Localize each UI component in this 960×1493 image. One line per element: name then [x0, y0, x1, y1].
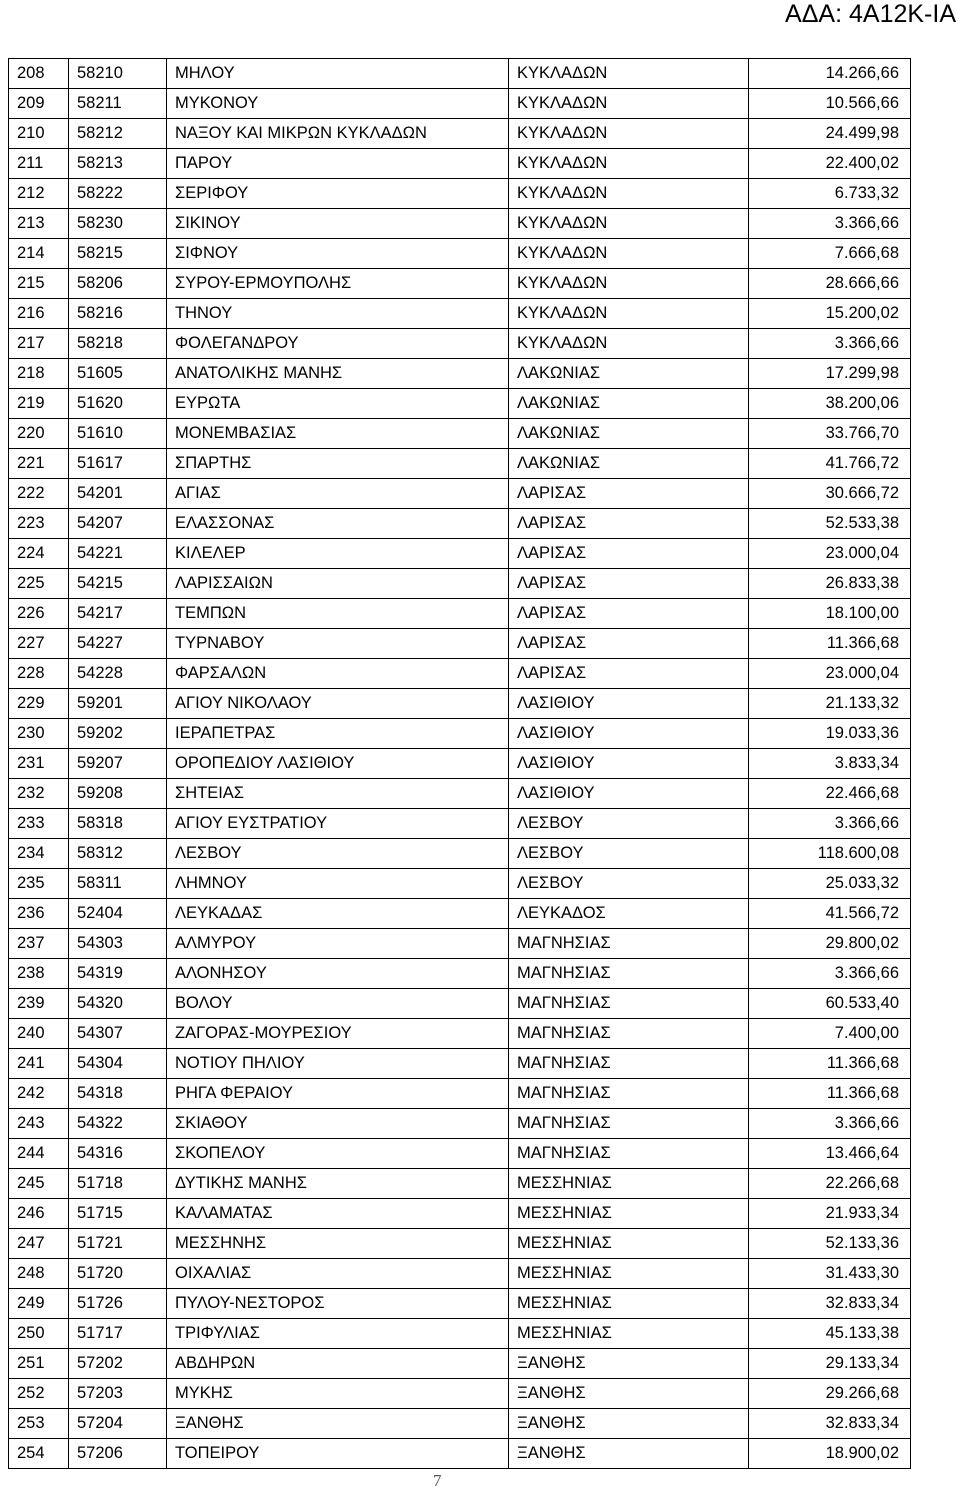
amount-cell: 18.100,00	[749, 599, 911, 629]
prefecture-cell: ΜΑΓΝΗΣΙΑΣ	[509, 929, 749, 959]
amount-cell: 41.566,72	[749, 899, 911, 929]
row-number-cell: 236	[9, 899, 69, 929]
code-cell: 54319	[69, 959, 167, 989]
row-number-cell: 234	[9, 839, 69, 869]
prefecture-cell: ΛΑΚΩΝΙΑΣ	[509, 419, 749, 449]
amount-cell: 24.499,98	[749, 119, 911, 149]
row-number-cell: 242	[9, 1079, 69, 1109]
amount-cell: 17.299,98	[749, 359, 911, 389]
row-number-cell: 230	[9, 719, 69, 749]
municipality-cell: ΑΓΙΟΥ ΝΙΚΟΛΑΟΥ	[167, 689, 509, 719]
amount-cell: 28.666,66	[749, 269, 911, 299]
row-number-cell: 219	[9, 389, 69, 419]
prefecture-cell: ΛΕΣΒΟΥ	[509, 839, 749, 869]
prefecture-cell: ΜΑΓΝΗΣΙΑΣ	[509, 1109, 749, 1139]
municipality-cell: ΞΑΝΘΗΣ	[167, 1409, 509, 1439]
amount-cell: 11.366,68	[749, 1079, 911, 1109]
code-cell: 51617	[69, 449, 167, 479]
municipality-cell: ΟΡΟΠΕΔΙΟΥ ΛΑΣΙΘΙΟΥ	[167, 749, 509, 779]
table-row	[9, 1439, 911, 1469]
table-row	[9, 539, 911, 569]
prefecture-cell: ΛΑΚΩΝΙΑΣ	[509, 359, 749, 389]
code-cell: 58212	[69, 119, 167, 149]
code-cell: 54221	[69, 539, 167, 569]
municipality-cell: ΜΕΣΣΗΝΗΣ	[167, 1229, 509, 1259]
amount-cell: 41.766,72	[749, 449, 911, 479]
amount-cell: 22.400,02	[749, 149, 911, 179]
row-number-cell: 208	[9, 59, 69, 89]
code-cell: 58211	[69, 89, 167, 119]
municipality-cell: ΑΛΜΥΡΟΥ	[167, 929, 509, 959]
prefecture-cell: ΞΑΝΘΗΣ	[509, 1349, 749, 1379]
code-cell: 51605	[69, 359, 167, 389]
table-row	[9, 59, 911, 89]
table-row	[9, 299, 911, 329]
table-body	[9, 59, 911, 1469]
table-row	[9, 1229, 911, 1259]
ada-code: ΑΔΑ: 4Α12Κ-ΙΑ	[785, 0, 956, 28]
amount-cell: 38.200,06	[749, 389, 911, 419]
municipality-cell: ΛΕΣΒΟΥ	[167, 839, 509, 869]
prefecture-cell: ΜΕΣΣΗΝΙΑΣ	[509, 1289, 749, 1319]
row-number-cell: 228	[9, 659, 69, 689]
prefecture-cell: ΛΑΣΙΘΙΟΥ	[509, 749, 749, 779]
row-number-cell: 253	[9, 1409, 69, 1439]
municipality-cell: ΣΙΚΙΝΟΥ	[167, 209, 509, 239]
code-cell: 57202	[69, 1349, 167, 1379]
code-cell: 54318	[69, 1079, 167, 1109]
row-number-cell: 216	[9, 299, 69, 329]
amount-cell: 30.666,72	[749, 479, 911, 509]
code-cell: 58210	[69, 59, 167, 89]
municipality-cell: ΣΗΤΕΙΑΣ	[167, 779, 509, 809]
table-row	[9, 1019, 911, 1049]
code-cell: 54320	[69, 989, 167, 1019]
row-number-cell: 239	[9, 989, 69, 1019]
row-number-cell: 227	[9, 629, 69, 659]
municipality-cell: ΤΕΜΠΩΝ	[167, 599, 509, 629]
municipality-cell: ΤΥΡΝΑΒΟΥ	[167, 629, 509, 659]
prefecture-cell: ΛΑΚΩΝΙΑΣ	[509, 449, 749, 479]
code-cell: 51715	[69, 1199, 167, 1229]
municipality-cell: ΕΛΑΣΣΟΝΑΣ	[167, 509, 509, 539]
table-row	[9, 359, 911, 389]
municipality-cell: ΠΑΡΟΥ	[167, 149, 509, 179]
row-number-cell: 220	[9, 419, 69, 449]
row-number-cell: 221	[9, 449, 69, 479]
table-row	[9, 629, 911, 659]
prefecture-cell: ΜΑΓΝΗΣΙΑΣ	[509, 989, 749, 1019]
amount-cell: 32.833,34	[749, 1409, 911, 1439]
municipality-cell: ΒΟΛΟΥ	[167, 989, 509, 1019]
municipality-cell: ΑΛΟΝΗΣΟΥ	[167, 959, 509, 989]
municipality-cell: ΔΥΤΙΚΗΣ ΜΑΝΗΣ	[167, 1169, 509, 1199]
municipality-cell: ΦΟΛΕΓΑΝΔΡΟΥ	[167, 329, 509, 359]
row-number-cell: 223	[9, 509, 69, 539]
page-number: 7	[433, 1471, 442, 1490]
table-row	[9, 119, 911, 149]
amount-cell: 13.466,64	[749, 1139, 911, 1169]
table-row	[9, 1259, 911, 1289]
prefecture-cell: ΚΥΚΛΑΔΩΝ	[509, 239, 749, 269]
amount-cell: 31.433,30	[749, 1259, 911, 1289]
amount-cell: 23.000,04	[749, 539, 911, 569]
code-cell: 54201	[69, 479, 167, 509]
municipality-cell: ΙΕΡΑΠΕΤΡΑΣ	[167, 719, 509, 749]
code-cell: 54227	[69, 629, 167, 659]
code-cell: 51717	[69, 1319, 167, 1349]
table-row	[9, 509, 911, 539]
prefecture-cell: ΚΥΚΛΑΔΩΝ	[509, 179, 749, 209]
prefecture-cell: ΜΕΣΣΗΝΙΑΣ	[509, 1199, 749, 1229]
code-cell: 54322	[69, 1109, 167, 1139]
table-row	[9, 1139, 911, 1169]
table-row	[9, 809, 911, 839]
municipality-cell: ΣΚΙΑΘΟΥ	[167, 1109, 509, 1139]
prefecture-cell: ΜΑΓΝΗΣΙΑΣ	[509, 1049, 749, 1079]
code-cell: 58230	[69, 209, 167, 239]
row-number-cell: 231	[9, 749, 69, 779]
prefecture-cell: ΚΥΚΛΑΔΩΝ	[509, 149, 749, 179]
table-row	[9, 1409, 911, 1439]
code-cell: 51718	[69, 1169, 167, 1199]
municipality-cell: ΑΓΙΑΣ	[167, 479, 509, 509]
row-number-cell: 232	[9, 779, 69, 809]
prefecture-cell: ΞΑΝΘΗΣ	[509, 1409, 749, 1439]
code-cell: 54316	[69, 1139, 167, 1169]
prefecture-cell: ΞΑΝΘΗΣ	[509, 1379, 749, 1409]
municipality-cell: ΣΕΡΙΦΟΥ	[167, 179, 509, 209]
code-cell: 51620	[69, 389, 167, 419]
code-cell: 58222	[69, 179, 167, 209]
row-number-cell: 212	[9, 179, 69, 209]
municipality-cell: ΤΗΝΟΥ	[167, 299, 509, 329]
row-number-cell: 243	[9, 1109, 69, 1139]
row-number-cell: 217	[9, 329, 69, 359]
amount-cell: 33.766,70	[749, 419, 911, 449]
table-row	[9, 149, 911, 179]
municipality-cell: ΚΙΛΕΛΕΡ	[167, 539, 509, 569]
prefecture-cell: ΜΑΓΝΗΣΙΑΣ	[509, 959, 749, 989]
table-row	[9, 239, 911, 269]
table-row	[9, 719, 911, 749]
table-row	[9, 749, 911, 779]
code-cell: 51726	[69, 1289, 167, 1319]
amount-cell: 7.666,68	[749, 239, 911, 269]
prefecture-cell: ΛΕΥΚΑΔΟΣ	[509, 899, 749, 929]
code-cell: 57203	[69, 1379, 167, 1409]
amount-cell: 6.733,32	[749, 179, 911, 209]
row-number-cell: 251	[9, 1349, 69, 1379]
prefecture-cell: ΚΥΚΛΑΔΩΝ	[509, 209, 749, 239]
prefecture-cell: ΜΕΣΣΗΝΙΑΣ	[509, 1319, 749, 1349]
amount-cell: 29.800,02	[749, 929, 911, 959]
row-number-cell: 247	[9, 1229, 69, 1259]
municipality-cell: ΤΡΙΦΥΛΙΑΣ	[167, 1319, 509, 1349]
amount-cell: 45.133,38	[749, 1319, 911, 1349]
row-number-cell: 225	[9, 569, 69, 599]
table-row	[9, 419, 911, 449]
table-row	[9, 959, 911, 989]
row-number-cell: 245	[9, 1169, 69, 1199]
code-cell: 54215	[69, 569, 167, 599]
table-row	[9, 209, 911, 239]
prefecture-cell: ΛΑΡΙΣΑΣ	[509, 659, 749, 689]
amount-cell: 3.366,66	[749, 329, 911, 359]
prefecture-cell: ΜΕΣΣΗΝΙΑΣ	[509, 1169, 749, 1199]
table-row	[9, 779, 911, 809]
code-cell: 54304	[69, 1049, 167, 1079]
table-row	[9, 449, 911, 479]
amount-cell: 3.833,34	[749, 749, 911, 779]
prefecture-cell: ΚΥΚΛΑΔΩΝ	[509, 269, 749, 299]
municipality-cell: ΡΗΓΑ ΦΕΡΑΙΟΥ	[167, 1079, 509, 1109]
amount-cell: 14.266,66	[749, 59, 911, 89]
prefecture-cell: ΜΑΓΝΗΣΙΑΣ	[509, 1139, 749, 1169]
municipality-cell: ΜΥΚΗΣ	[167, 1379, 509, 1409]
row-number-cell: 235	[9, 869, 69, 899]
amount-cell: 60.533,40	[749, 989, 911, 1019]
row-number-cell: 222	[9, 479, 69, 509]
amount-cell: 3.366,66	[749, 209, 911, 239]
row-number-cell: 250	[9, 1319, 69, 1349]
table-row	[9, 1379, 911, 1409]
row-number-cell: 252	[9, 1379, 69, 1409]
municipality-cell: ΠΥΛΟΥ-ΝΕΣΤΟΡΟΣ	[167, 1289, 509, 1319]
table-row	[9, 269, 911, 299]
prefecture-cell: ΚΥΚΛΑΔΩΝ	[509, 329, 749, 359]
municipality-cell: ΛΕΥΚΑΔΑΣ	[167, 899, 509, 929]
row-number-cell: 246	[9, 1199, 69, 1229]
code-cell: 54307	[69, 1019, 167, 1049]
municipality-cell: ΝΑΞΟΥ ΚΑΙ ΜΙΚΡΩΝ ΚΥΚΛΑΔΩΝ	[167, 119, 509, 149]
row-number-cell: 238	[9, 959, 69, 989]
municipality-cell: ΚΑΛΑΜΑΤΑΣ	[167, 1199, 509, 1229]
code-cell: 51721	[69, 1229, 167, 1259]
table-row	[9, 1289, 911, 1319]
prefecture-cell: ΜΕΣΣΗΝΙΑΣ	[509, 1229, 749, 1259]
municipality-cell: ΑΝΑΤΟΛΙΚΗΣ ΜΑΝΗΣ	[167, 359, 509, 389]
amount-cell: 3.366,66	[749, 1109, 911, 1139]
amount-cell: 3.366,66	[749, 959, 911, 989]
row-number-cell: 241	[9, 1049, 69, 1079]
municipality-cell: ΟΙΧΑΛΙΑΣ	[167, 1259, 509, 1289]
row-number-cell: 218	[9, 359, 69, 389]
municipality-cell: ΕΥΡΩΤΑ	[167, 389, 509, 419]
amount-cell: 118.600,08	[749, 839, 911, 869]
municipality-cell: ΜΟΝΕΜΒΑΣΙΑΣ	[167, 419, 509, 449]
row-number-cell: 249	[9, 1289, 69, 1319]
row-number-cell: 244	[9, 1139, 69, 1169]
prefecture-cell: ΚΥΚΛΑΔΩΝ	[509, 59, 749, 89]
amount-cell: 52.533,38	[749, 509, 911, 539]
table-row	[9, 1079, 911, 1109]
table-row	[9, 479, 911, 509]
table-row	[9, 659, 911, 689]
prefecture-cell: ΚΥΚΛΑΔΩΝ	[509, 89, 749, 119]
row-number-cell: 211	[9, 149, 69, 179]
table-row	[9, 569, 911, 599]
prefecture-cell: ΛΑΡΙΣΑΣ	[509, 569, 749, 599]
amount-cell: 7.400,00	[749, 1019, 911, 1049]
prefecture-cell: ΛΑΚΩΝΙΑΣ	[509, 389, 749, 419]
prefecture-cell: ΛΑΡΙΣΑΣ	[509, 539, 749, 569]
table-row	[9, 869, 911, 899]
municipality-cell: ΝΟΤΙΟΥ ΠΗΛΙΟΥ	[167, 1049, 509, 1079]
table-row	[9, 929, 911, 959]
code-cell: 59202	[69, 719, 167, 749]
code-cell: 59201	[69, 689, 167, 719]
prefecture-cell: ΞΑΝΘΗΣ	[509, 1439, 749, 1469]
municipality-cell: ΛΑΡΙΣΣΑΙΩΝ	[167, 569, 509, 599]
code-cell: 58218	[69, 329, 167, 359]
amount-cell: 21.933,34	[749, 1199, 911, 1229]
amount-cell: 52.133,36	[749, 1229, 911, 1259]
code-cell: 58215	[69, 239, 167, 269]
code-cell: 51610	[69, 419, 167, 449]
amount-cell: 22.266,68	[749, 1169, 911, 1199]
municipality-cell: ΜΗΛΟΥ	[167, 59, 509, 89]
table-row	[9, 1349, 911, 1379]
code-cell: 58318	[69, 809, 167, 839]
row-number-cell: 229	[9, 689, 69, 719]
amount-cell: 23.000,04	[749, 659, 911, 689]
code-cell: 58206	[69, 269, 167, 299]
prefecture-cell: ΛΕΣΒΟΥ	[509, 809, 749, 839]
table-row	[9, 1049, 911, 1079]
municipality-cell: ΣΚΟΠΕΛΟΥ	[167, 1139, 509, 1169]
row-number-cell: 213	[9, 209, 69, 239]
prefecture-cell: ΛΑΣΙΘΙΟΥ	[509, 719, 749, 749]
municipality-cell: ΑΒΔΗΡΩΝ	[167, 1349, 509, 1379]
table-row	[9, 899, 911, 929]
prefecture-cell: ΛΑΡΙΣΑΣ	[509, 479, 749, 509]
allocation-table	[8, 58, 911, 1469]
prefecture-cell: ΛΑΡΙΣΑΣ	[509, 509, 749, 539]
prefecture-cell: ΛΕΣΒΟΥ	[509, 869, 749, 899]
amount-cell: 25.033,32	[749, 869, 911, 899]
table-row	[9, 839, 911, 869]
code-cell: 59207	[69, 749, 167, 779]
amount-cell: 29.266,68	[749, 1379, 911, 1409]
municipality-cell: ΤΟΠΕΙΡΟΥ	[167, 1439, 509, 1469]
amount-cell: 15.200,02	[749, 299, 911, 329]
amount-cell: 29.133,34	[749, 1349, 911, 1379]
table-row	[9, 1169, 911, 1199]
prefecture-cell: ΜΑΓΝΗΣΙΑΣ	[509, 1019, 749, 1049]
row-number-cell: 210	[9, 119, 69, 149]
amount-cell: 21.133,32	[749, 689, 911, 719]
table-row	[9, 1199, 911, 1229]
municipality-cell: ΣΠΑΡΤΗΣ	[167, 449, 509, 479]
municipality-cell: ΣΥΡΟΥ-ΕΡΜΟΥΠΟΛΗΣ	[167, 269, 509, 299]
code-cell: 52404	[69, 899, 167, 929]
table-row	[9, 329, 911, 359]
row-number-cell: 226	[9, 599, 69, 629]
amount-cell: 22.466,68	[749, 779, 911, 809]
prefecture-cell: ΜΑΓΝΗΣΙΑΣ	[509, 1079, 749, 1109]
code-cell: 57206	[69, 1439, 167, 1469]
code-cell: 58311	[69, 869, 167, 899]
municipality-cell: ΣΙΦΝΟΥ	[167, 239, 509, 269]
amount-cell: 32.833,34	[749, 1289, 911, 1319]
code-cell: 57204	[69, 1409, 167, 1439]
table-row	[9, 689, 911, 719]
table-row	[9, 1319, 911, 1349]
code-cell: 58216	[69, 299, 167, 329]
row-number-cell: 233	[9, 809, 69, 839]
row-number-cell: 215	[9, 269, 69, 299]
code-cell: 58213	[69, 149, 167, 179]
code-cell: 54228	[69, 659, 167, 689]
code-cell: 58312	[69, 839, 167, 869]
table-row	[9, 389, 911, 419]
municipality-cell: ΦΑΡΣΑΛΩΝ	[167, 659, 509, 689]
row-number-cell: 224	[9, 539, 69, 569]
code-cell: 51720	[69, 1259, 167, 1289]
municipality-cell: ΑΓΙΟΥ ΕΥΣΤΡΑΤΙΟΥ	[167, 809, 509, 839]
table-row	[9, 1109, 911, 1139]
amount-cell: 18.900,02	[749, 1439, 911, 1469]
amount-cell: 26.833,38	[749, 569, 911, 599]
amount-cell: 11.366,68	[749, 629, 911, 659]
table-row	[9, 179, 911, 209]
row-number-cell: 240	[9, 1019, 69, 1049]
amount-cell: 11.366,68	[749, 1049, 911, 1079]
prefecture-cell: ΜΕΣΣΗΝΙΑΣ	[509, 1259, 749, 1289]
prefecture-cell: ΚΥΚΛΑΔΩΝ	[509, 299, 749, 329]
row-number-cell: 248	[9, 1259, 69, 1289]
table-row	[9, 89, 911, 119]
amount-cell: 19.033,36	[749, 719, 911, 749]
code-cell: 59208	[69, 779, 167, 809]
municipality-cell: ΖΑΓΟΡΑΣ-ΜΟΥΡΕΣΙΟΥ	[167, 1019, 509, 1049]
code-cell: 54303	[69, 929, 167, 959]
amount-cell: 3.366,66	[749, 809, 911, 839]
row-number-cell: 214	[9, 239, 69, 269]
row-number-cell: 237	[9, 929, 69, 959]
code-cell: 54217	[69, 599, 167, 629]
table-row	[9, 599, 911, 629]
prefecture-cell: ΛΑΡΙΣΑΣ	[509, 599, 749, 629]
row-number-cell: 254	[9, 1439, 69, 1469]
code-cell: 54207	[69, 509, 167, 539]
municipality-cell: ΛΗΜΝΟΥ	[167, 869, 509, 899]
row-number-cell: 209	[9, 89, 69, 119]
prefecture-cell: ΛΑΡΙΣΑΣ	[509, 629, 749, 659]
prefecture-cell: ΚΥΚΛΑΔΩΝ	[509, 119, 749, 149]
amount-cell: 10.566,66	[749, 89, 911, 119]
municipality-cell: ΜΥΚΟΝΟΥ	[167, 89, 509, 119]
table-row	[9, 989, 911, 1019]
prefecture-cell: ΛΑΣΙΘΙΟΥ	[509, 689, 749, 719]
prefecture-cell: ΛΑΣΙΘΙΟΥ	[509, 779, 749, 809]
